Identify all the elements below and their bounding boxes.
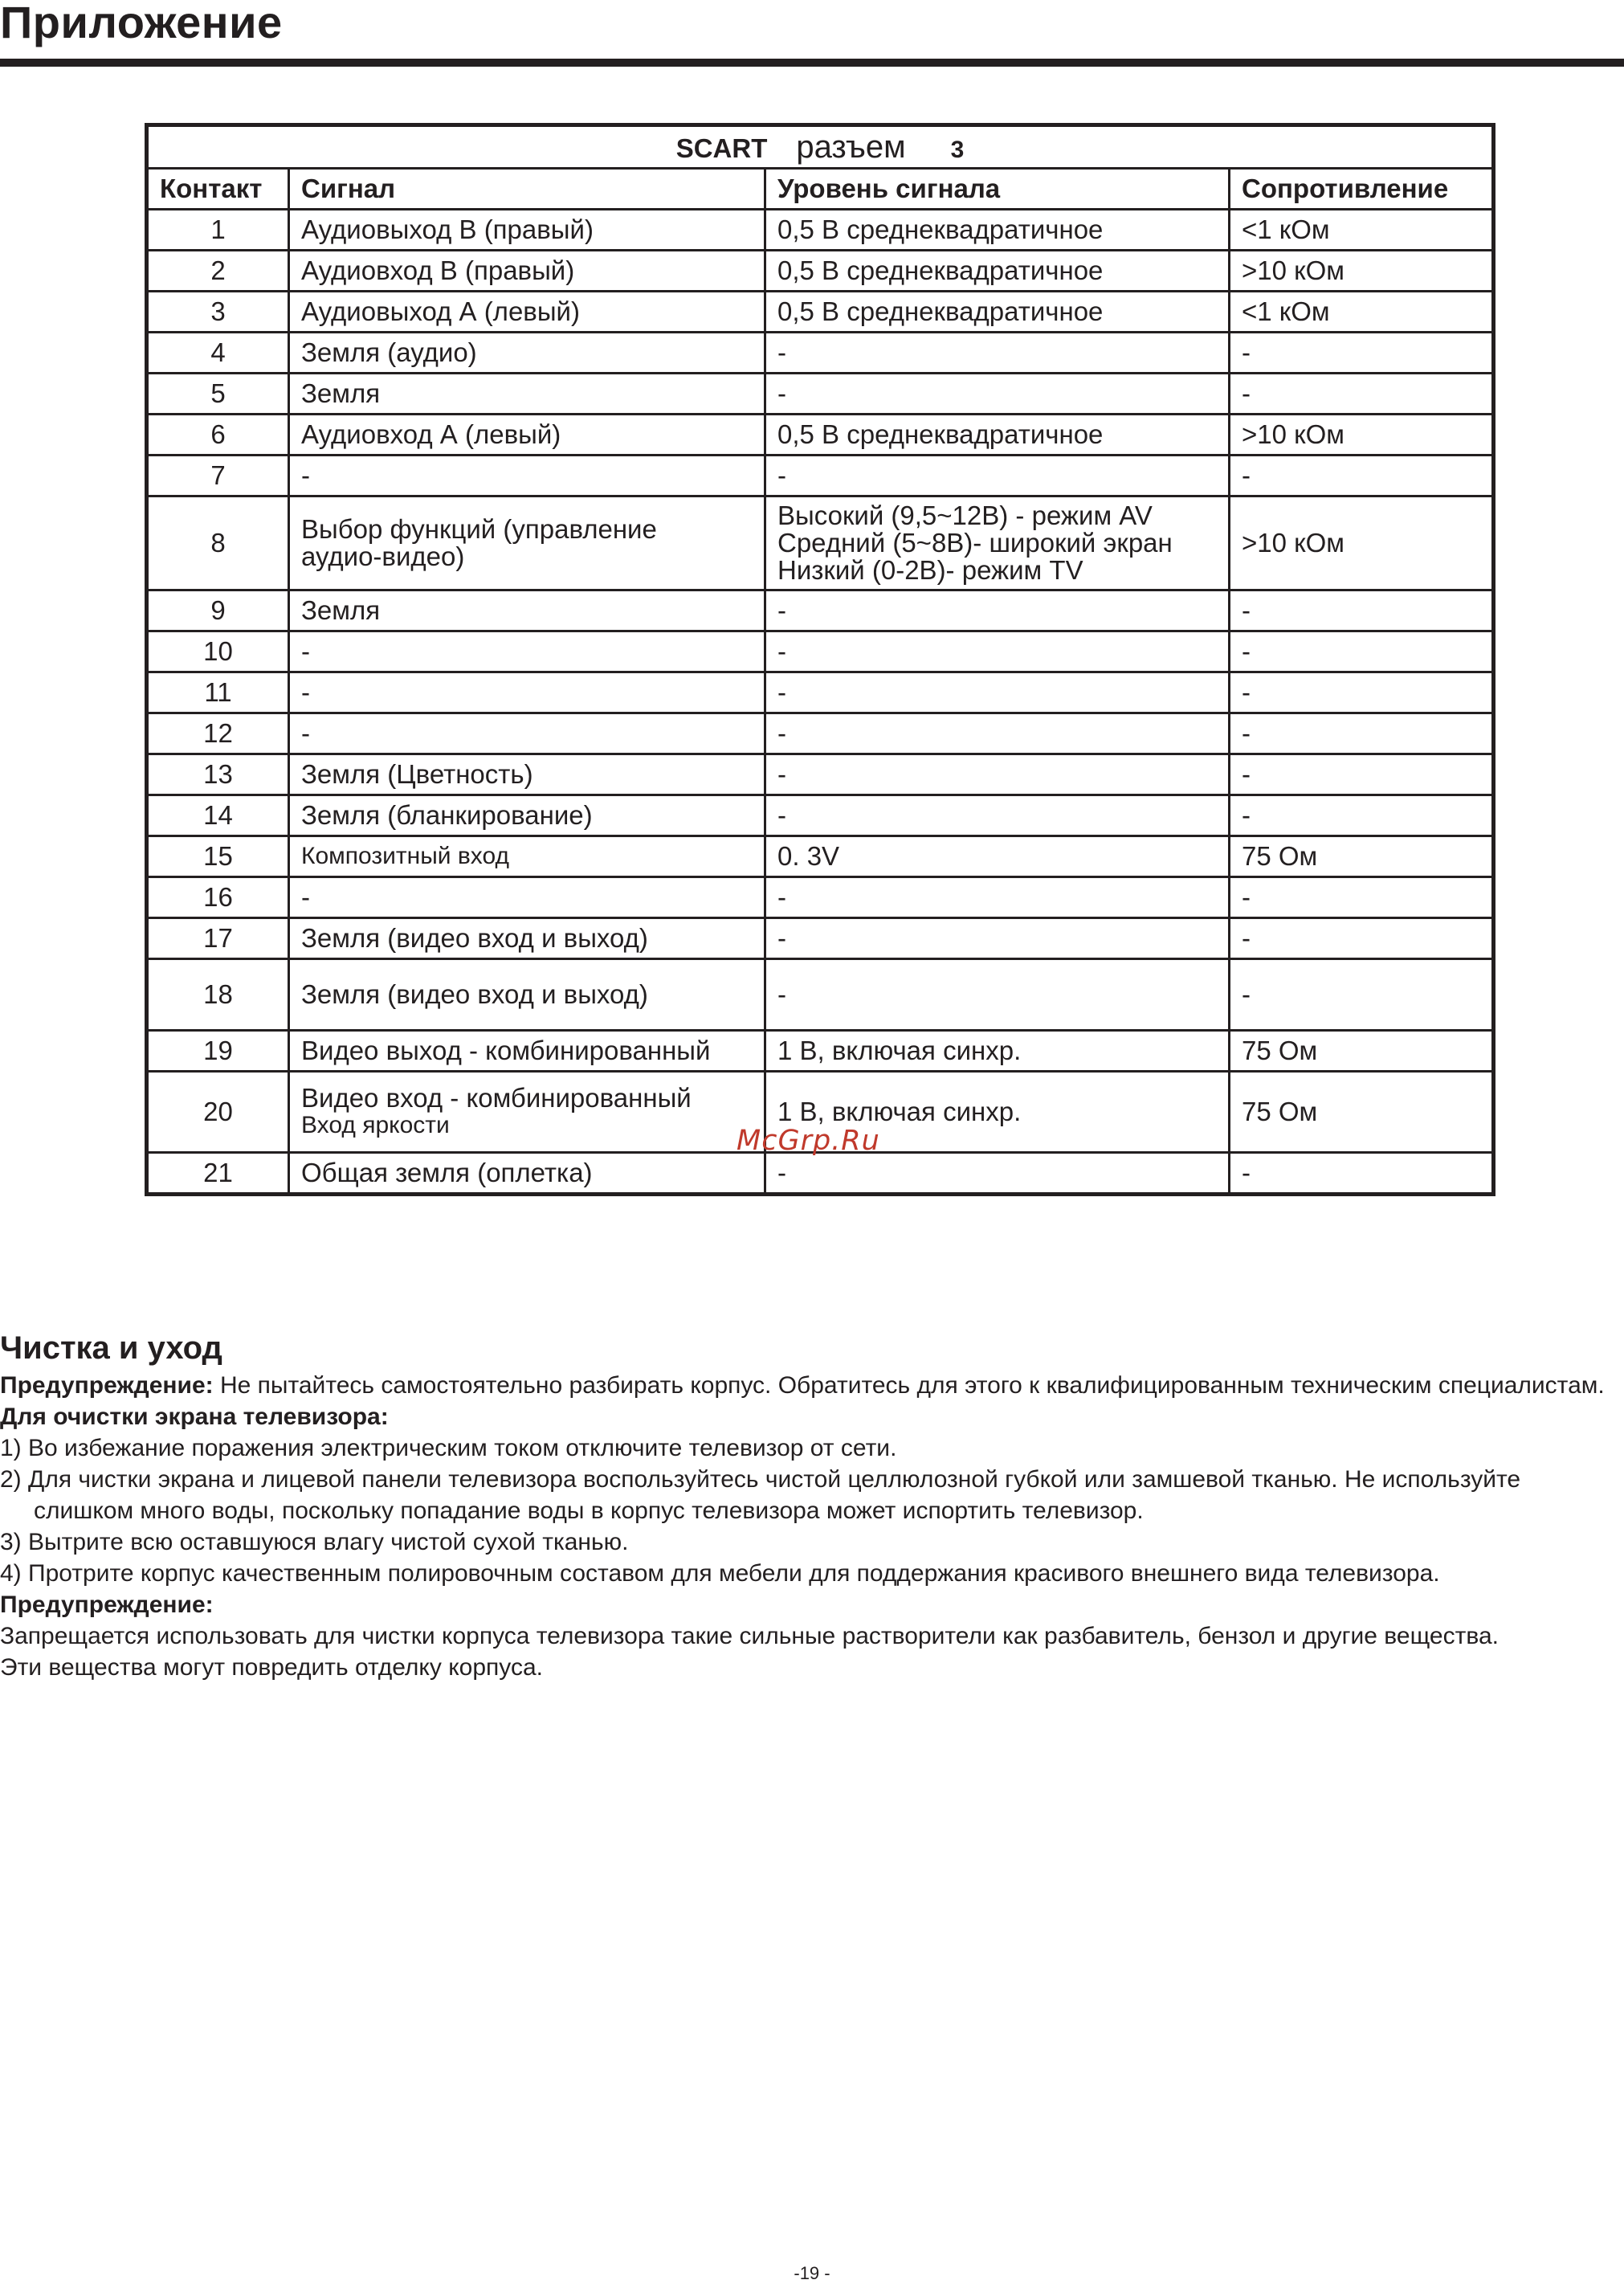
pin-signal: - [289,672,765,713]
pin-signal-line: Вход яркости [301,1112,450,1138]
pin-signal-line: аудио-видео) [301,541,465,571]
page-number: -19 - [794,2263,830,2283]
header-impedance: Сопротивление [1230,169,1494,210]
pin-impedance: <1 кОм [1230,210,1494,251]
pin-level: - [765,795,1230,836]
warning-label: Предупреждение: [0,1372,214,1399]
list-item: 2) Для чистки экрана и лицевой панели телевизора воспользуйтесь чистой целлюлозной губкой или замшевой тканью. Не используйте слишком много воды, поскольку попадание воды в корпус телевизора может испортить телевизор. [0,1466,1521,1524]
table-row [147,672,1494,713]
table-row [147,631,1494,672]
screen-cleaning-heading: Для очистки экрана телевизора: [0,1403,389,1430]
table-row [147,456,1494,496]
pin-number: 19 [147,1031,289,1072]
pin-signal: Земля (Цветность) [289,754,765,795]
table-row [147,1031,1494,1072]
pin-level-line: Высокий (9,5~12В) - режим AV [777,501,1153,530]
table-caption-row [147,125,1494,169]
pin-signal [289,496,765,590]
table-row [147,496,1494,590]
pin-level [765,496,1230,590]
table-row [147,210,1494,251]
pin-impedance: - [1230,713,1494,754]
table-row [147,333,1494,374]
table-row [147,251,1494,292]
pin-number: 1 [147,210,289,251]
pin-level: - [765,959,1230,1031]
table-row [147,754,1494,795]
pin-number: 18 [147,959,289,1031]
table-row [147,877,1494,918]
pin-signal: Аудиовыход А (левый) [289,292,765,333]
pin-level: 1 В, включая синхр. [765,1031,1230,1072]
pin-level: - [765,754,1230,795]
pin-number: 20 [147,1072,289,1153]
pin-impedance: - [1230,959,1494,1031]
caption-scart: SCART [675,133,768,163]
pin-signal: - [289,713,765,754]
pin-level-line: Низкий (0-2В)- режим TV [777,555,1083,585]
pin-impedance: 75 Ом [1230,836,1494,877]
pin-impedance: - [1230,333,1494,374]
pin-number: 11 [147,672,289,713]
pin-signal: Земля (видео вход и выход) [289,918,765,959]
pin-signal-line: Выбор функций (управление [301,514,657,544]
header-signal: Сигнал [289,169,765,210]
pin-level: 0,5 В среднеквадратичное [765,210,1230,251]
pin-number: 21 [147,1153,289,1195]
pin-level: - [765,631,1230,672]
section-heading: Чистка и уход [0,1330,222,1366]
title-divider [0,59,1624,67]
pin-number: 2 [147,251,289,292]
scart-pinout-table [145,123,1495,1196]
page-title: Приложение [0,0,283,47]
pin-impedance: - [1230,918,1494,959]
pin-impedance: - [1230,672,1494,713]
pin-signal: Аудиовыход B (правый) [289,210,765,251]
pin-level: - [765,877,1230,918]
pin-level: - [765,918,1230,959]
pin-level: 0,5 В среднеквадратичное [765,415,1230,456]
table-row [147,415,1494,456]
pin-level: - [765,456,1230,496]
pin-signal: Композитный вход [289,836,765,877]
pin-impedance: - [1230,1153,1494,1195]
header-contact: Контакт [147,169,289,210]
pin-signal: Земля (аудио) [289,333,765,374]
list-item: 1) Во избежание поражения электрическим током отключите телевизор от сети. [0,1435,897,1461]
pin-number: 10 [147,631,289,672]
pin-level: - [765,333,1230,374]
table-row [147,836,1494,877]
watermark: McGrp.Ru [737,1125,880,1157]
pin-level: 1 В, включая синхр. [765,1072,1230,1153]
pin-impedance: - [1230,631,1494,672]
pin-signal-line: Видео вход - комбинированный [301,1083,692,1113]
table-row [147,795,1494,836]
pin-impedance: >10 кОм [1230,496,1494,590]
pin-signal [289,1072,765,1153]
header-level: Уровень сигнала [765,169,1230,210]
pin-level: 0. 3V [765,836,1230,877]
pin-signal: - [289,631,765,672]
pin-impedance: - [1230,590,1494,631]
pin-level: - [765,1153,1230,1195]
pin-signal: Земля [289,590,765,631]
caption-word: разъем [796,129,906,165]
pin-signal: Аудиовход B (правый) [289,251,765,292]
pin-impedance: <1 кОм [1230,292,1494,333]
pin-signal: Земля (бланкирование) [289,795,765,836]
pin-impedance: - [1230,456,1494,496]
list-item: 3) Вытрите всю оставшуюся влагу чистой сухой тканью. [0,1529,629,1555]
pin-number: 14 [147,795,289,836]
pin-signal: Земля [289,374,765,415]
pin-signal: Аудиовход А (левый) [289,415,765,456]
table-header-row [147,169,1494,210]
warning-text: Не пытайтесь самостоятельно разбирать корпус. Обратитесь для этого к квалифицированным техническим специалистам. [213,1372,1605,1399]
pin-impedance: >10 кОм [1230,415,1494,456]
warning-text-2: Запрещается использовать для чистки корпуса телевизора такие сильные растворители как разбавитель, бензол и другие вещества. [0,1623,1499,1649]
table-row [147,959,1494,1031]
table-row [147,1153,1494,1195]
pin-number: 8 [147,496,289,590]
pin-signal: Общая земля (оплетка) [289,1153,765,1195]
cleaning-steps [0,1432,1614,1589]
table-row [147,713,1494,754]
pin-number: 17 [147,918,289,959]
pin-impedance: - [1230,795,1494,836]
pin-level: - [765,672,1230,713]
pin-number: 6 [147,415,289,456]
pin-level: 0,5 В среднеквадратичное [765,292,1230,333]
pin-number: 5 [147,374,289,415]
pin-level-line: Средний (5~8В)- широкий экран [777,528,1173,558]
pin-impedance: - [1230,754,1494,795]
pin-signal: - [289,456,765,496]
pin-number: 12 [147,713,289,754]
pin-number: 16 [147,877,289,918]
caption-number: 3 [950,136,965,163]
pin-level: - [765,374,1230,415]
table-row [147,292,1494,333]
pin-level: - [765,713,1230,754]
pin-number: 4 [147,333,289,374]
warning-paragraph [0,1370,1614,1401]
pin-level: 0,5 В среднеквадратичное [765,251,1230,292]
table-row [147,918,1494,959]
pin-impedance: 75 Ом [1230,1031,1494,1072]
pin-number: 15 [147,836,289,877]
pin-impedance: - [1230,877,1494,918]
pin-number: 9 [147,590,289,631]
pin-signal: Видео выход - комбинированный [289,1031,765,1072]
pin-number: 3 [147,292,289,333]
pin-level: - [765,590,1230,631]
note-text: Эти вещества могут повредить отделку корпуса. [0,1654,543,1681]
pin-signal: - [289,877,765,918]
warning-label-2: Предупреждение: [0,1591,214,1618]
table-row [147,374,1494,415]
list-item: 4) Протрите корпус качественным полировочным составом для мебели для поддержания красивого внешнего вида телевизора. [0,1560,1440,1587]
pin-impedance: >10 кОм [1230,251,1494,292]
pin-impedance: 75 Ом [1230,1072,1494,1153]
cleaning-section [0,1330,1614,1683]
pin-signal: Земля (видео вход и выход) [289,959,765,1031]
pin-number: 7 [147,456,289,496]
table-caption [147,125,1494,169]
pin-number: 13 [147,754,289,795]
pin-impedance: - [1230,374,1494,415]
table-row [147,590,1494,631]
